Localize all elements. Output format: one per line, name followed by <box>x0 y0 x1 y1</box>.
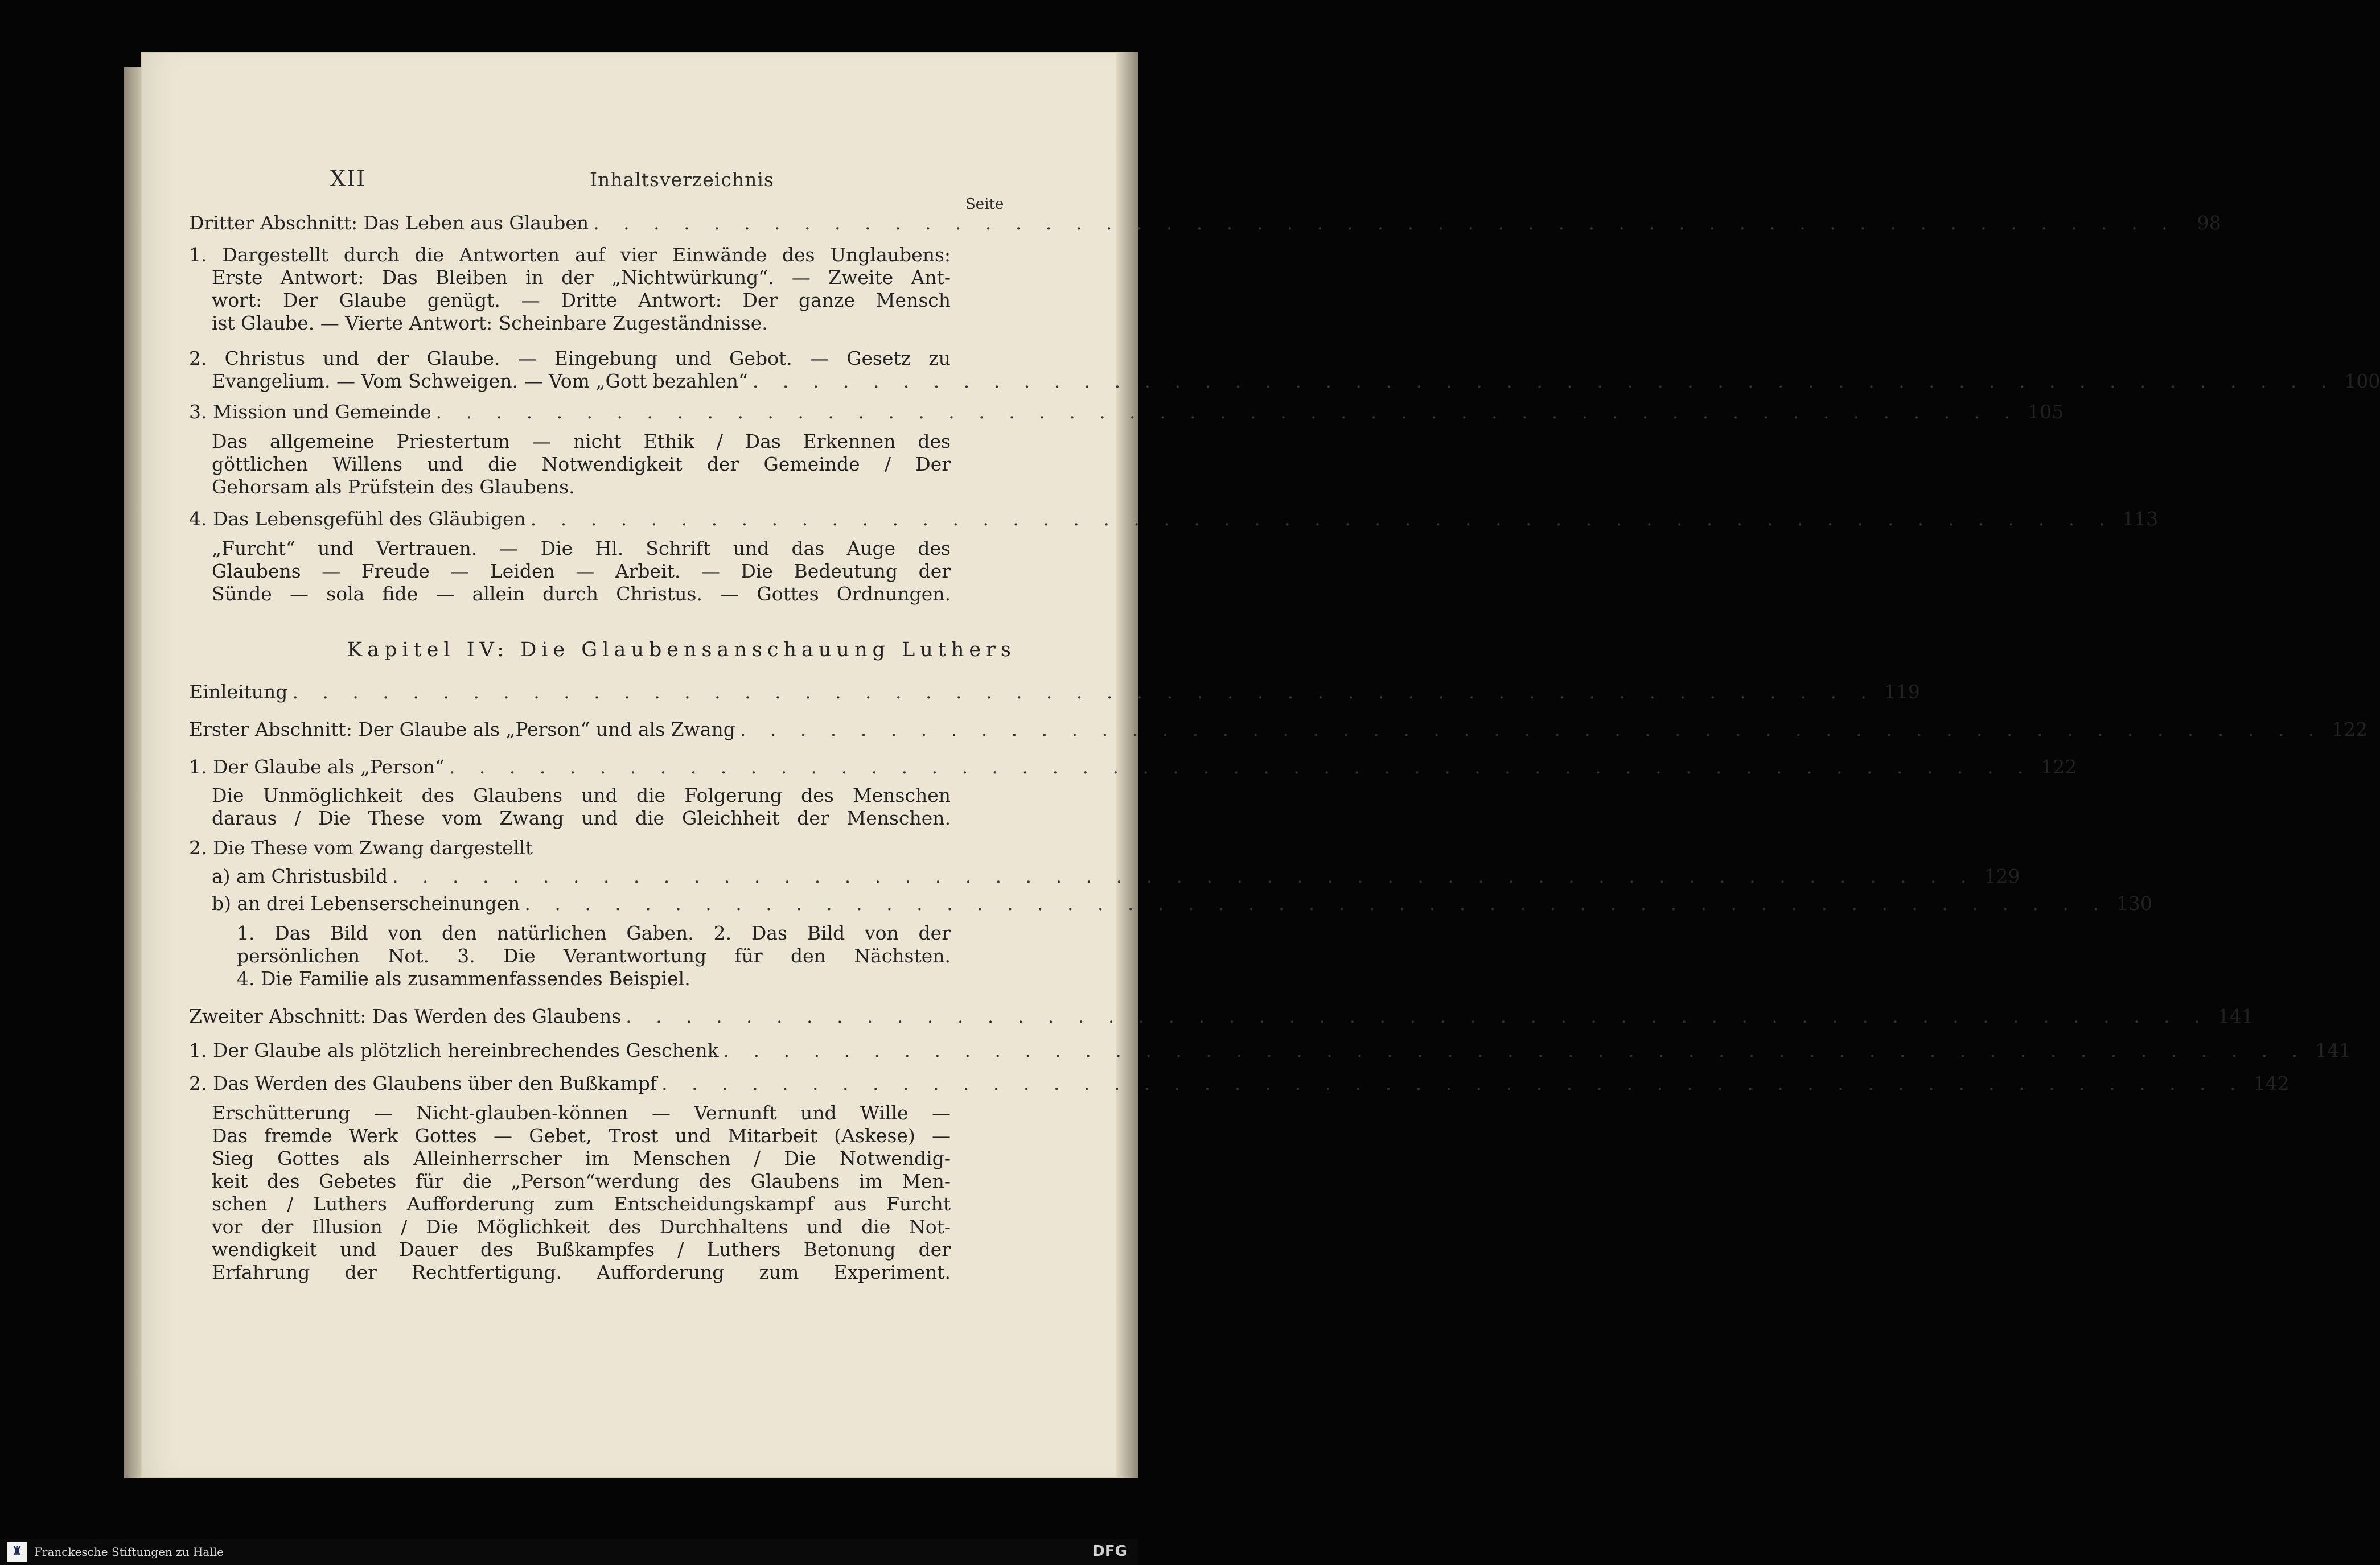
toc-item-line: wort: Der Glaube genügt. — Dritte Antwort: Der ganze Mensch <box>212 289 951 311</box>
leader-dots: . . . . . . . . . . . . . . . . . . . . . . . . . . . . . . . . . . . . . . . . . . . . . . . . . . . . . <box>752 370 2336 392</box>
leader-dots: . . . . . . . . . . . . . . . . . . . . . . . . . . . . . . . . . . . . . . . . . . . . . . . . . . . . . <box>524 892 2108 915</box>
toc-page-number: 142 <box>2253 1072 2289 1094</box>
toc-item-1-1-desc <box>212 784 951 830</box>
toc-desc-line: „Furcht“ und Vertrauen. — Die Hl. Schrift und das Auge des <box>212 537 951 559</box>
toc-desc-line: 4. Die Familie als zusammenfassendes Beispiel. <box>237 967 690 990</box>
leader-dots: . . . . . . . . . . . . . . . . . . . . . . . . . . . . . . . . . . . . . . . . . . . . . . . . . . . . . <box>626 1005 2209 1027</box>
institution-name: Franckesche Stiftungen zu Halle <box>34 1545 224 1559</box>
toc-entry-title: 3. Mission und Gemeinde <box>189 401 431 423</box>
toc-item-3-4-desc <box>212 537 951 606</box>
toc-page-number: 141 <box>2217 1005 2254 1027</box>
toc-item-line: ist Glaube. — Vierte Antwort: Scheinbare Zugeständnisse. <box>212 312 768 334</box>
leader-dots: . . . . . . . . . . . . . . . . . . . . . . . . . . . . . . . . . . . . . . . . . . . . . . . . . . . . . <box>739 718 2324 740</box>
toc-entry-einleitung <box>189 681 1920 703</box>
running-title: Inhaltsverzeichnis <box>590 168 774 191</box>
toc-item-1-2-a <box>212 865 2020 888</box>
toc-desc-line: Sünde — sola fide — allein durch Christus. — Gottes Ordnungen. <box>212 583 951 605</box>
toc-entry-section3 <box>189 212 2221 234</box>
toc-item-3-2 <box>189 347 951 370</box>
toc-item-3-3 <box>189 401 2064 423</box>
toc-entry-title: 1. Der Glaube als „Person“ <box>189 756 445 778</box>
toc-desc-line: Die Unmöglichkeit des Glaubens und die Folgerung des Menschen <box>212 784 951 806</box>
leader-dots: . . . . . . . . . . . . . . . . . . . . . . . . . . . . . . . . . . . . . . . . . . . . . . . . . . . . . <box>449 756 2033 778</box>
toc-desc-line: wendigkeit und Dauer des Bußkampfes / Luthers Betonung der <box>212 1238 951 1261</box>
toc-desc-line: Sieg Gottes als Alleinherrscher im Menschen / Die Notwendig- <box>212 1147 951 1169</box>
toc-page-number: 119 <box>1884 681 1920 703</box>
toc-desc-line: Das allgemeine Priestertum — nicht Ethik / Das Erkennen des <box>212 430 951 452</box>
leader-dots: . . . . . . . . . . . . . . . . . . . . . . . . . . . . . . . . . . . . . . . . . . . . . . . . . . . . . <box>392 865 1976 887</box>
toc-item-2-2 <box>189 1072 2289 1095</box>
table-of-contents <box>189 0 2380 1411</box>
toc-item-line: 2. Christus und der Glaube. — Eingebung und Gebot. — Gesetz zu <box>189 347 951 369</box>
toc-desc-line: keit des Gebetes für die „Person“werdung des Glaubens im Men- <box>212 1170 951 1192</box>
toc-entry-title: Einleitung <box>189 681 288 703</box>
toc-desc-line: daraus / Die These vom Zwang und die Gleichheit der Menschen. <box>212 807 951 829</box>
leader-dots: . . . . . . . . . . . . . . . . . . . . . . . . . . . . . . . . . . . . . . . . . . . . . . . . . . . . . <box>530 508 2114 530</box>
leader-dots: . . . . . . . . . . . . . . . . . . . . . . . . . . . . . . . . . . . . . . . . . . . . . . . . . . . . . <box>661 1072 2245 1094</box>
toc-page-number: 105 <box>2028 401 2064 423</box>
viewer-footer-bar <box>0 1539 1138 1565</box>
toc-entry-section2 <box>189 1005 2254 1028</box>
toc-item-1-2-desc <box>237 922 951 990</box>
chapter-heading: Kapitel IV: Die Glaubensanschauung Luthers <box>347 639 1016 661</box>
toc-desc-line: Das fremde Werk Gottes — Gebet, Trost und Mitarbeit (Askese) — <box>212 1125 951 1147</box>
toc-item-3-3-desc <box>212 430 951 499</box>
toc-page-number: 100 <box>2344 370 2380 392</box>
toc-desc-line: Gehorsam als Prüfstein des Glaubens. <box>212 476 575 498</box>
toc-desc-line: Erschütterung — Nicht-glauben-können — Vernunft und Wille — <box>212 1102 951 1124</box>
toc-entry-title: 2. Das Werden des Glaubens über den Bußkampf <box>189 1072 657 1094</box>
toc-item-1-2-b <box>212 892 2152 915</box>
toc-item-line: 1. Dargestellt durch die Antworten auf vier Einwände des Unglaubens: <box>189 244 951 266</box>
toc-page-number: 122 <box>2332 718 2368 740</box>
seite-label: Seite <box>965 196 1004 213</box>
toc-desc-line: vor der Illusion / Die Möglichkeit des Durchhaltens und die Not- <box>212 1216 951 1238</box>
toc-entry-title: a) am Christusbild <box>212 865 388 887</box>
toc-item-line: Evangelium. — Vom Schweigen. — Vom „Gott bezahlen“ <box>212 370 748 392</box>
toc-item-3-2-last-line <box>212 370 2380 393</box>
toc-item-3-1 <box>189 244 951 335</box>
toc-entry-title: 1. Der Glaube als plötzlich hereinbrechendes Geschenk <box>189 1039 719 1061</box>
toc-item-1-1 <box>189 756 2077 779</box>
toc-desc-line: Glaubens — Freude — Leiden — Arbeit. — Die Bedeutung der <box>212 560 951 582</box>
book-spine-edge <box>124 67 141 1478</box>
toc-desc-line: 1. Das Bild von den natürlichen Gaben. 2. Das Bild von der <box>237 922 951 944</box>
page-number: XII <box>330 166 367 191</box>
toc-desc-line: göttlichen Willens und die Notwendigkeit der Gemeinde / Der <box>212 453 951 475</box>
leader-dots: . . . . . . . . . . . . . . . . . . . . . . . . . . . . . . . . . . . . . . . . . . . . . . . . . . . . . <box>435 401 2020 423</box>
toc-item-line: Erste Antwort: Das Bleiben in der „Nichtwürkung“. — Zweite Ant- <box>212 266 951 289</box>
toc-page-number: 130 <box>2116 892 2152 915</box>
toc-page-number: 122 <box>2041 756 2077 778</box>
toc-entry-title: 2. Die These vom Zwang dargestellt <box>189 837 533 859</box>
leader-dots: . . . . . . . . . . . . . . . . . . . . . . . . . . . . . . . . . . . . . . . . . . . . . . . . . . . . . <box>593 212 2177 234</box>
toc-entry-title: 4. Das Lebensgefühl des Gläubigen <box>189 508 526 530</box>
funder-logo: DFG <box>1092 1543 1127 1560</box>
toc-entry-title: Erster Abschnitt: Der Glaube als „Person“ und als Zwang <box>189 718 735 740</box>
toc-page-number: 141 <box>2315 1039 2352 1061</box>
toc-page-number: 113 <box>2122 508 2159 530</box>
leader-dots: . . . . . . . . . . . . . . . . . . . . . . . . . . . . . . . . . . . . . . . . . . . . . . . . . . . . . <box>723 1039 2307 1061</box>
toc-entry-title: b) an drei Lebenserscheinungen <box>212 892 520 915</box>
toc-desc-line: Erfahrung der Rechtfertigung. Aufforderung zum Experiment. <box>212 1261 951 1283</box>
institution-logo-icon: ♜ <box>7 1542 27 1562</box>
toc-desc-line: schen / Luthers Aufforderung zum Entscheidungskampf aus Furcht <box>212 1193 951 1215</box>
toc-entry-section1 <box>189 718 2368 741</box>
toc-entry-title: Dritter Abschnitt: Das Leben aus Glauben <box>189 212 589 234</box>
leader-dots: . . . . . . . . . . . . . . . . . . . . . . . . . . . . . . . . . . . . . . . . . . . . . . . . . . . . . <box>292 681 1876 703</box>
toc-entry-title: Zweiter Abschnitt: Das Werden des Glaubens <box>189 1005 622 1027</box>
toc-desc-line: persönlichen Not. 3. Die Verantwortung für den Nächsten. <box>237 945 951 967</box>
toc-item-2-1 <box>189 1039 2352 1062</box>
toc-item-1-2 <box>189 837 1009 859</box>
toc-item-2-2-desc <box>212 1102 951 1284</box>
toc-page-number: 98 <box>2197 212 2221 234</box>
toc-item-3-4 <box>189 508 2159 530</box>
toc-page-number: 129 <box>1984 865 2020 887</box>
